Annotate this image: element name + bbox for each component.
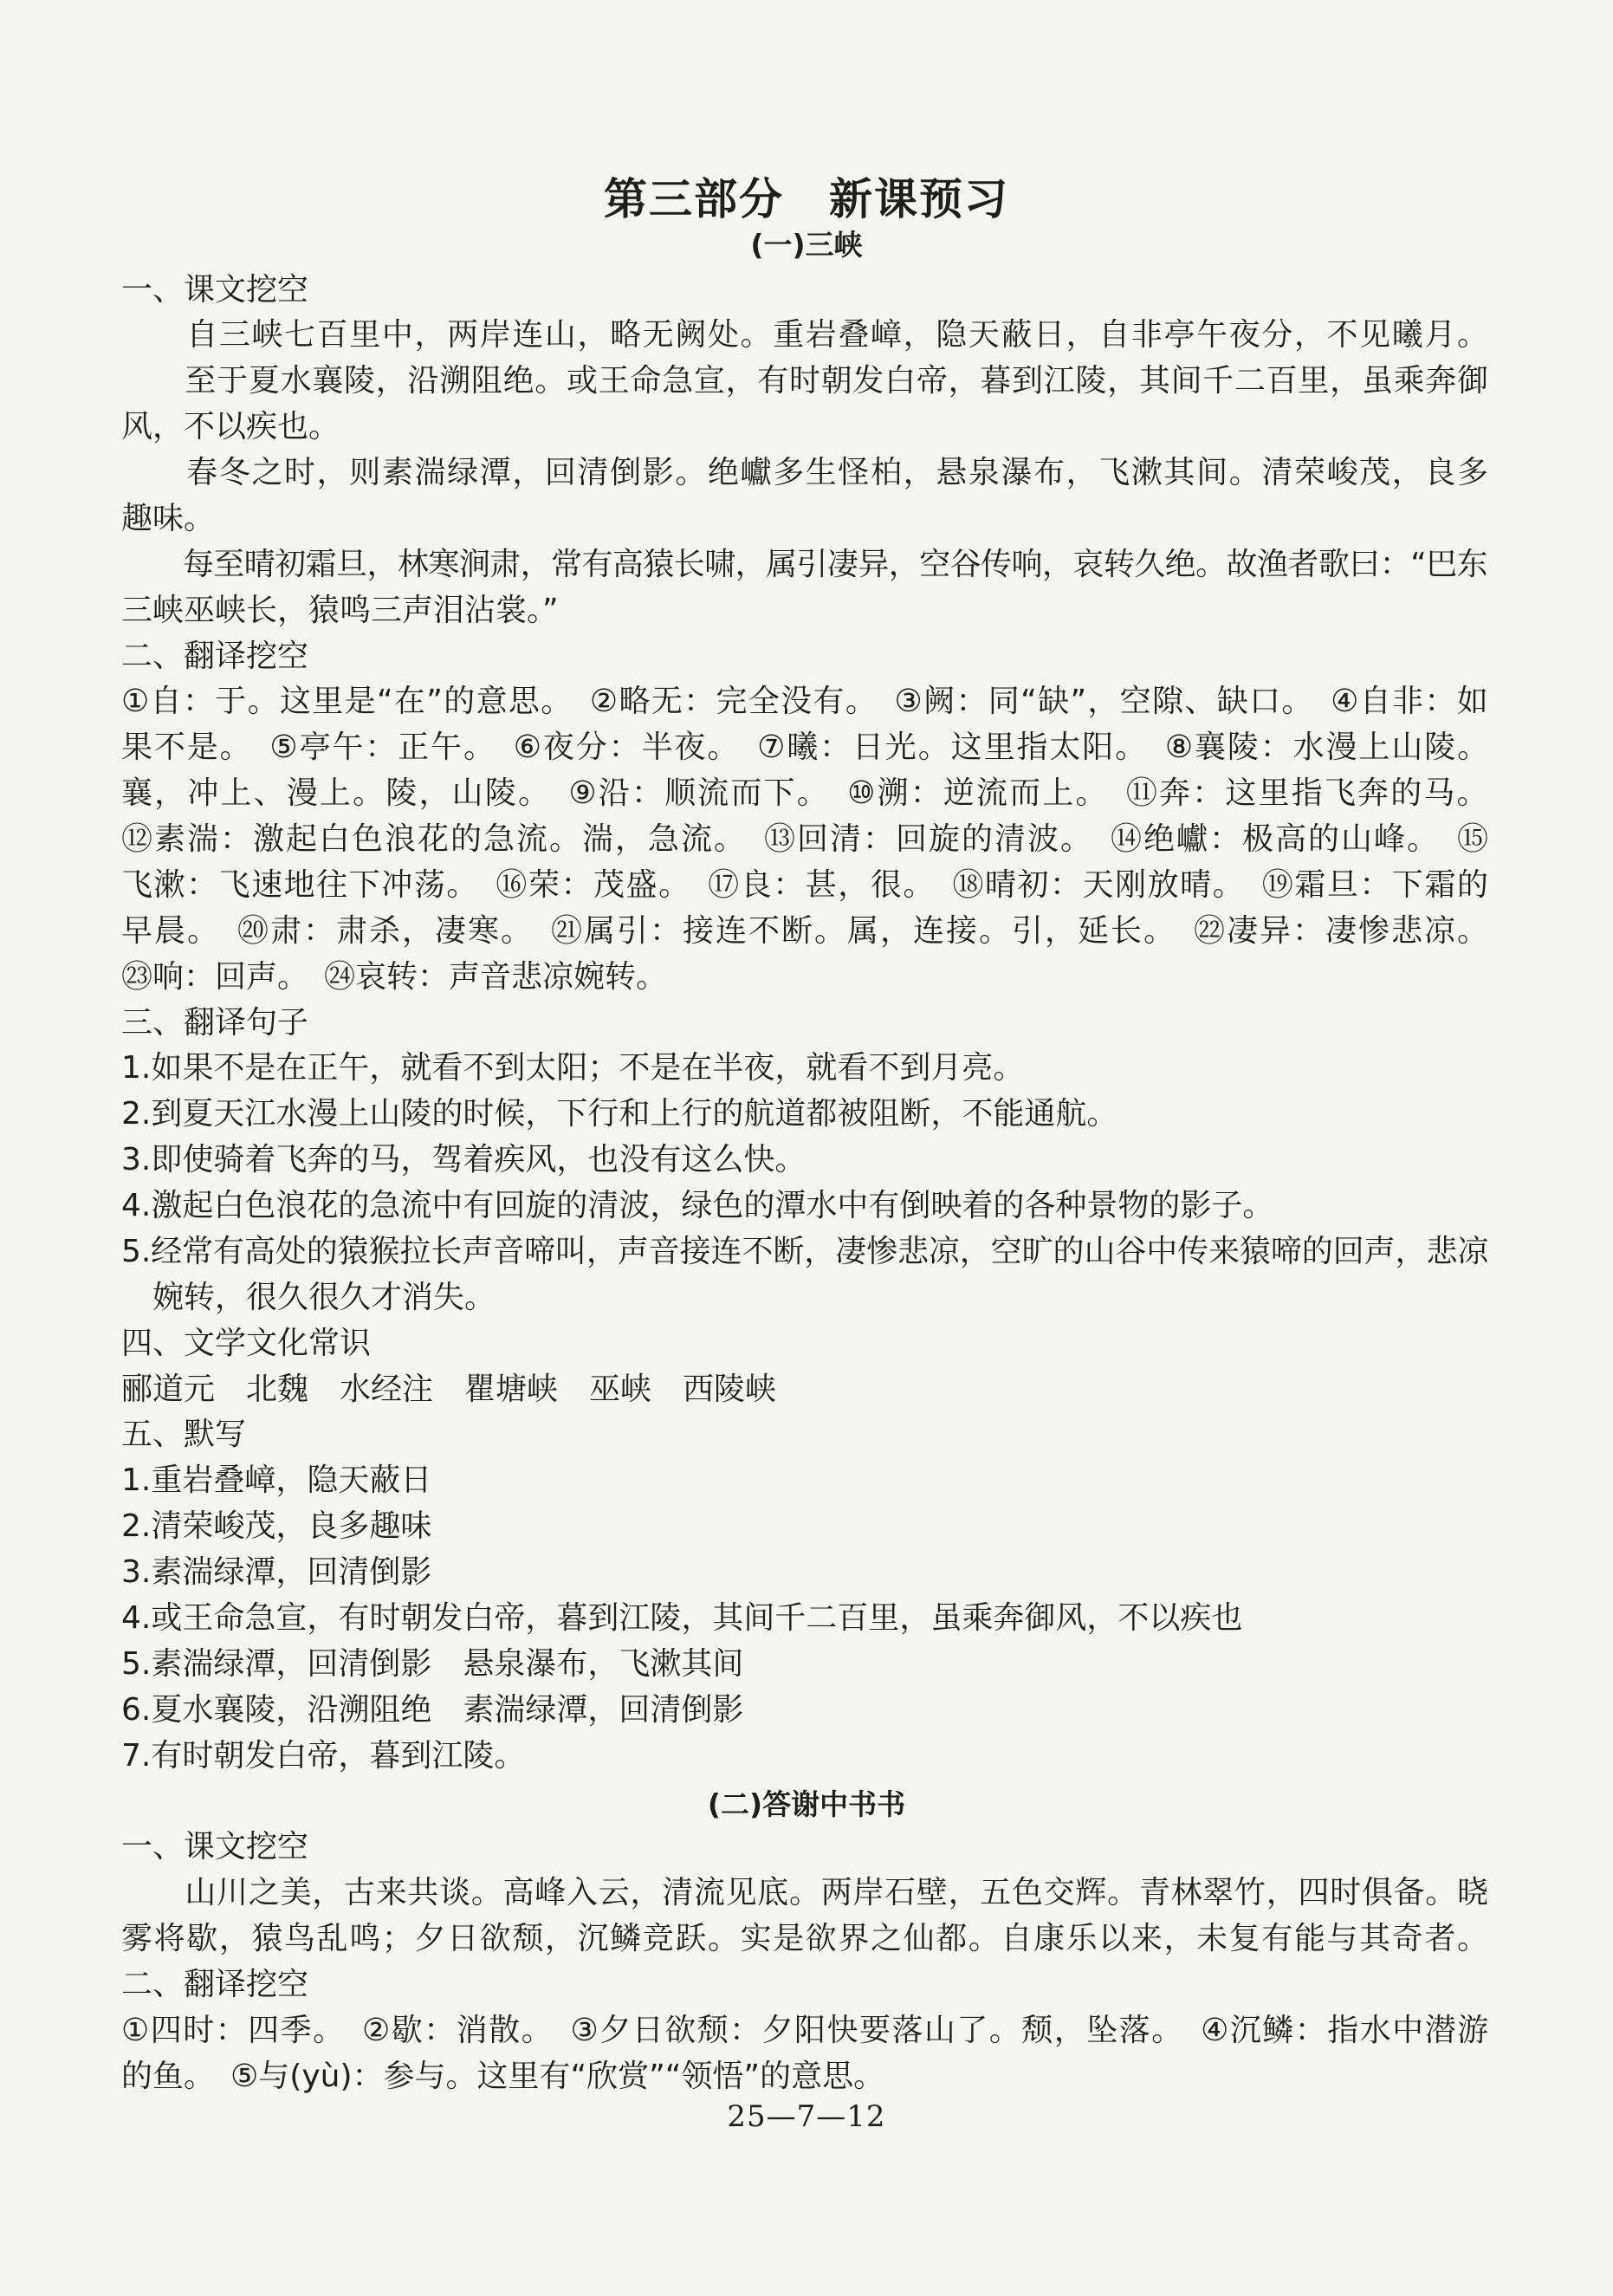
text-line: 2.到夏天江水漫上山陵的时候，下行和上行的航道都被阻断，不能通航。 [121,1096,1118,1132]
text-line: 自三峡七百里中，两岸连山，略无阙处。重岩叠嶂，隐天蔽日，自非亭午夜分，不见曦月。 [121,317,1490,353]
text-line: 5.素湍绿潭，回清倒影 悬泉瀑布，飞漱其间 [121,1646,744,1682]
text-line: 襄，冲上、漫上。陵，山陵。 ⑨沿：顺流而下。 ⑩溯：逆流而上。 ⑪奔：这里指飞奔的马。 [121,775,1490,811]
text-line: 三、翻译句子 [121,1005,309,1041]
page-number: 25—7—12 [727,2099,886,2134]
text-line: 二、翻译挖空 [121,639,309,674]
text-line: ①四时：四季。 ②歇：消散。 ③夕日欲颓：夕阳快要落山了。颓，坠落。 ④沉鳞：指水中潜游 [121,2013,1490,2048]
text-line: ⑫素湍：激起白色浪花的急流。湍，急流。 ⑬回清：回旋的清波。 ⑭绝巘：极高的山峰。 ⑮ [121,821,1491,857]
text-line: 果不是。 ⑤亭午：正午。 ⑥夜分：半夜。 ⑦曦：日光。这里指太阳。 ⑧襄陵：水漫上山陵。 [121,730,1490,765]
text-line: 7.有时朝发白帝，暮到江陵。 [121,1738,526,1774]
text-line: ①自：于。这里是“在”的意思。 ②略无：完全没有。 ③阙：同“缺”，空隙、缺口。 ④自非：如 [121,684,1490,719]
page-title: 第三部分 新课预习 [604,174,1009,224]
text-line: 4.激起白色浪花的急流中有回旋的清波，绿色的潭水中有倒映着的各种景物的影子。 [121,1188,1274,1223]
text-line: 雾将歇，猿鸟乱鸣；夕日欲颓，沉鳞竞跃。实是欲界之仙都。自康乐以来，未复有能与其奇者。 [121,1921,1490,1956]
text-line: 4.或王命急宣，有时朝发白帝，暮到江陵，其间千二百里，虽乘奔御风，不以疾也 [121,1600,1243,1636]
text-line: 一、课文挖空 [121,272,309,308]
text-line: 每至晴初霜旦，林寒涧肃，常有高猿长啸，属引凄异，空谷传响，哀转久绝。故渔者歌曰：“巴东 [121,547,1488,582]
text-line: 3.即使骑着飞奔的马，驾着疾风，也没有这么快。 [121,1142,806,1177]
text-line: 四、文学文化常识 [121,1326,372,1361]
text-line: 三峡巫峡长，猿鸣三声泪沾裳。” [121,593,559,628]
text-line: 至于夏水襄陵，沿溯阻绝。或王命急宣，有时朝发白帝，暮到江陵，其间千二百里，虽乘奔御 [121,363,1489,399]
text-line: 春冬之时，则素湍绿潭，回清倒影。绝巘多生怪柏，悬泉瀑布，飞漱其间。清荣峻茂，良多 [121,455,1490,490]
text-line: ㉓响：回声。 ㉔哀转：声音悲凉婉转。 [121,959,668,995]
text-line: 5.经常有高处的猿猴拉长声音啼叫，声音接连不断，凄惨悲凉，空旷的山谷中传来猿啼的回声，悲凉 [121,1234,1489,1269]
text-line: 早晨。 ⑳肃：肃杀，凄寒。 ㉑属引：接连不断。属，连接。引，延长。 ㉒凄异：凄惨悲凉。 [121,913,1491,949]
text-line: 风，不以疾也。 [121,409,340,444]
text-line: 2.清荣峻茂，良多趣味 [121,1508,432,1544]
text-line: 1.重岩叠嶂，隐天蔽日 [121,1463,432,1498]
text-line: 趣味。 [121,501,216,536]
section-heading-sanxia: (一)三峡 [750,228,863,262]
section-heading-dazheshu: (二)答谢中书书 [707,1787,906,1821]
text-line: 山川之美，古来共谈。高峰入云，清流见底。两岸石壁，五色交辉。青林翠竹，四时俱备。晓 [121,1875,1489,1910]
text-line: 的鱼。 ⑤与(yù)：参与。这里有“欣赏”“领悟”的意思。 [121,2059,885,2094]
text-line: 飞漱：飞速地往下冲荡。 ⑯荣：茂盛。 ⑰良：甚，很。 ⑱晴初：天刚放晴。 ⑲霜旦：下霜的 [121,867,1490,903]
text-line: 五、默写 [121,1417,247,1452]
text-line: 婉转，很久很久才消失。 [121,1280,496,1315]
text-line: 6.夏水襄陵，沿溯阻绝 素湍绿潭，回清倒影 [121,1692,744,1728]
text-line: 郦道元 北魏 水经注 瞿塘峡 巫峡 西陵峡 [121,1372,777,1407]
text-line: 3.素湍绿潭，回清倒影 [121,1554,432,1590]
text-line: 二、翻译挖空 [121,1967,309,2002]
text-line: 一、课文挖空 [121,1829,309,1865]
text-line: 1.如果不是在正午，就看不到太阳；不是在半夜，就看不到月亮。 [121,1050,1025,1086]
